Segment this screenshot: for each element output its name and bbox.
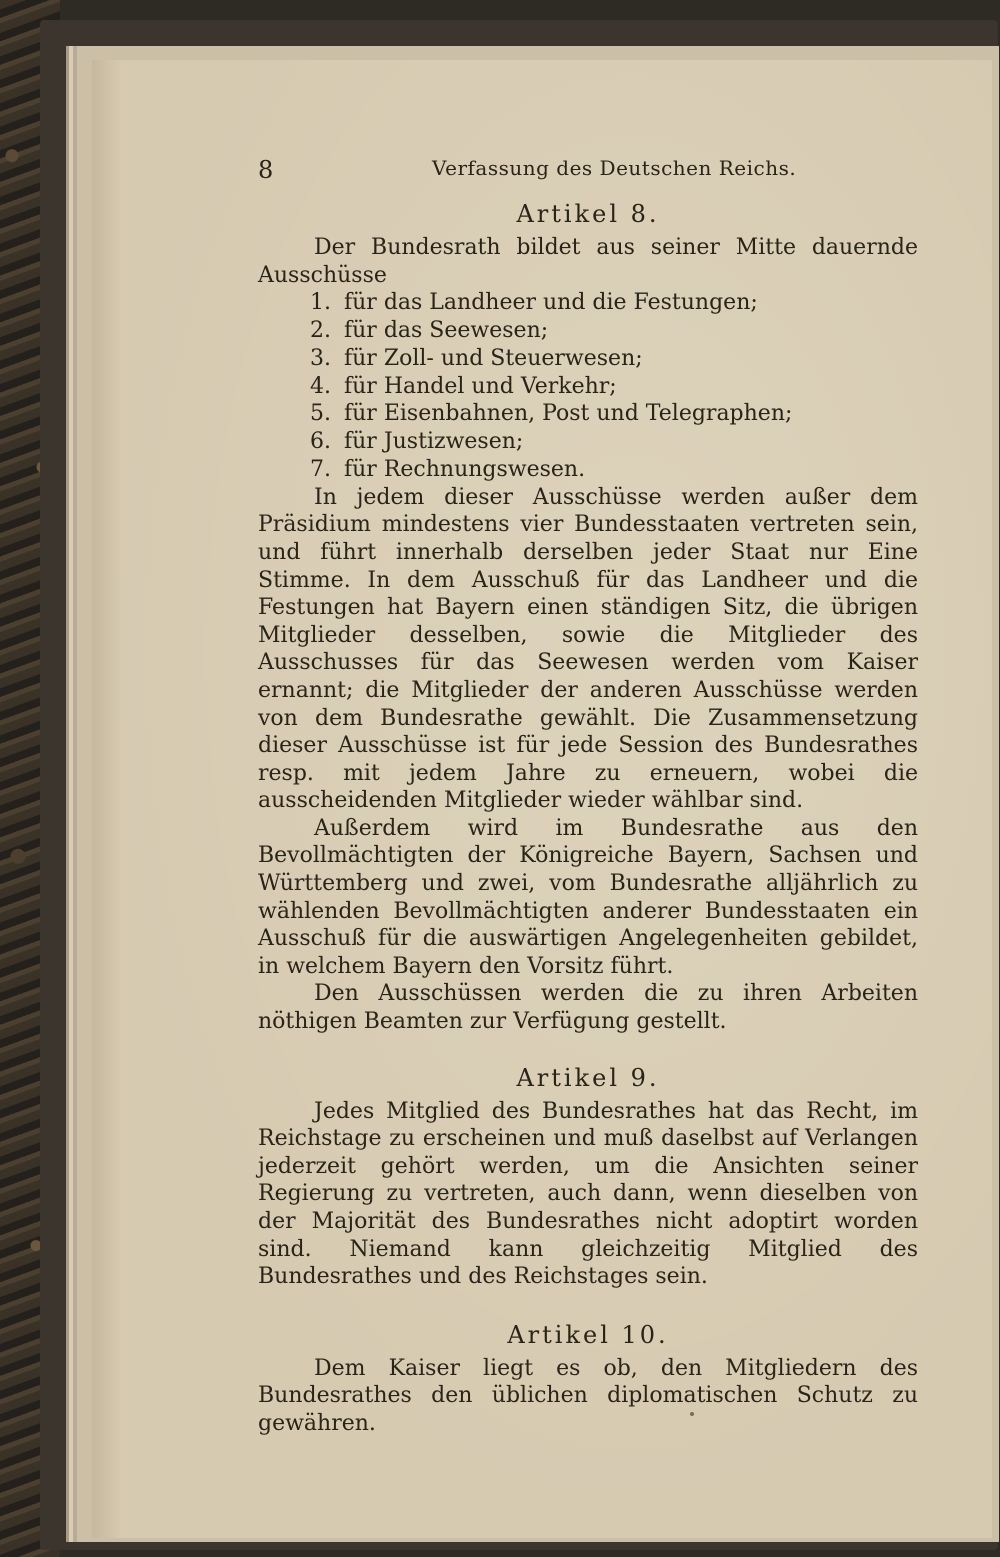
list-item: 5. für Eisenbahnen, Post und Telegraphen;: [310, 401, 793, 427]
list-item: 7. für Rechnungswesen.: [310, 456, 586, 482]
running-title: Verfassung des Deutschen Reichs.: [432, 156, 797, 180]
article-9-paragraph-1: Jedes Mitglied des Bundesrathes hat das Recht, im Reichstage zu erscheinen und muß daselbst auf Verlangen jederzeit gehört werden, um die Ansichten seiner Regierung zu vertreten, auch dann, wenn dieselben von der Majorität des Bundesrathes nicht adoptirt worden sind. Niemand kann gleichzeitig Mitglied des Bundesrathes und des Reichstages sein.: [258, 1098, 918, 1290]
committee-list: [258, 289, 918, 484]
list-item: 1. für das Landheer und die Festungen;: [310, 290, 758, 316]
article-9-heading: Artikel 9.: [516, 1063, 660, 1092]
running-head: [258, 150, 918, 190]
article-8-heading: Artikel 8.: [516, 200, 660, 228]
article-10-heading: Artikel 10.: [507, 1320, 669, 1349]
page-number: 8: [258, 156, 274, 184]
list-item: 4. für Handel und Verkehr;: [310, 373, 617, 399]
article-10-paragraph-1: Dem Kaiser liegt es ob, den Mitgliedern des Bundesrathes den üblichen diplomatischen Schutz zu gewähren.: [258, 1355, 918, 1436]
list-item: 2. für das Seewesen;: [310, 317, 549, 343]
list-item: 6. für Justizwesen;: [310, 429, 524, 455]
page-text: [258, 150, 918, 1438]
article-8-paragraph-2: Außerdem wird im Bundesrathe aus den Bevollmächtigten der Königreiche Bayern, Sachsen und Württemberg und zwei, vom Bundesrathe alljährlich zu wählenden Bevollmächtigten anderer Bundesstaaten ein Ausschuß für die auswärtigen Angelegenheiten gebildet, in welchem Bayern den Vorsitz führt.: [258, 815, 918, 979]
article-8-paragraph-3: Den Ausschüssen werden die zu ihren Arbeiten nöthigen Beamten zur Verfügung gestellt.: [258, 981, 918, 1035]
paper-speck: [690, 1412, 694, 1416]
article-8-intro: Der Bundesrath bildet aus seiner Mitte dauernde Ausschüsse: [258, 235, 918, 288]
list-item: 3. für Zoll- und Steuerwesen;: [310, 345, 643, 371]
article-8-paragraph-1: In jedem dieser Ausschüsse werden außer dem Präsidium mindestens vier Bundesstaaten vertreten sein, und führt innerhalb derselben jeder Staat nur Eine Stimme. In dem Ausschuß für das Landheer und die Festungen hat Bayern einen ständigen Sitz, die übrigen Mitglieder desselben, sowie die Mitglieder des Ausschusses für das Seewesen werden vom Kaiser ernannt; die Mitglieder der anderen Ausschüsse werden von dem Bundesrathe gewählt. Die Zusammensetzung dieser Ausschüsse ist für jede Session des Bundesrathes resp. mit jedem Jahre zu erneuern, wobei die ausscheidenden Mitglieder wieder wählbar sind.: [258, 484, 918, 814]
